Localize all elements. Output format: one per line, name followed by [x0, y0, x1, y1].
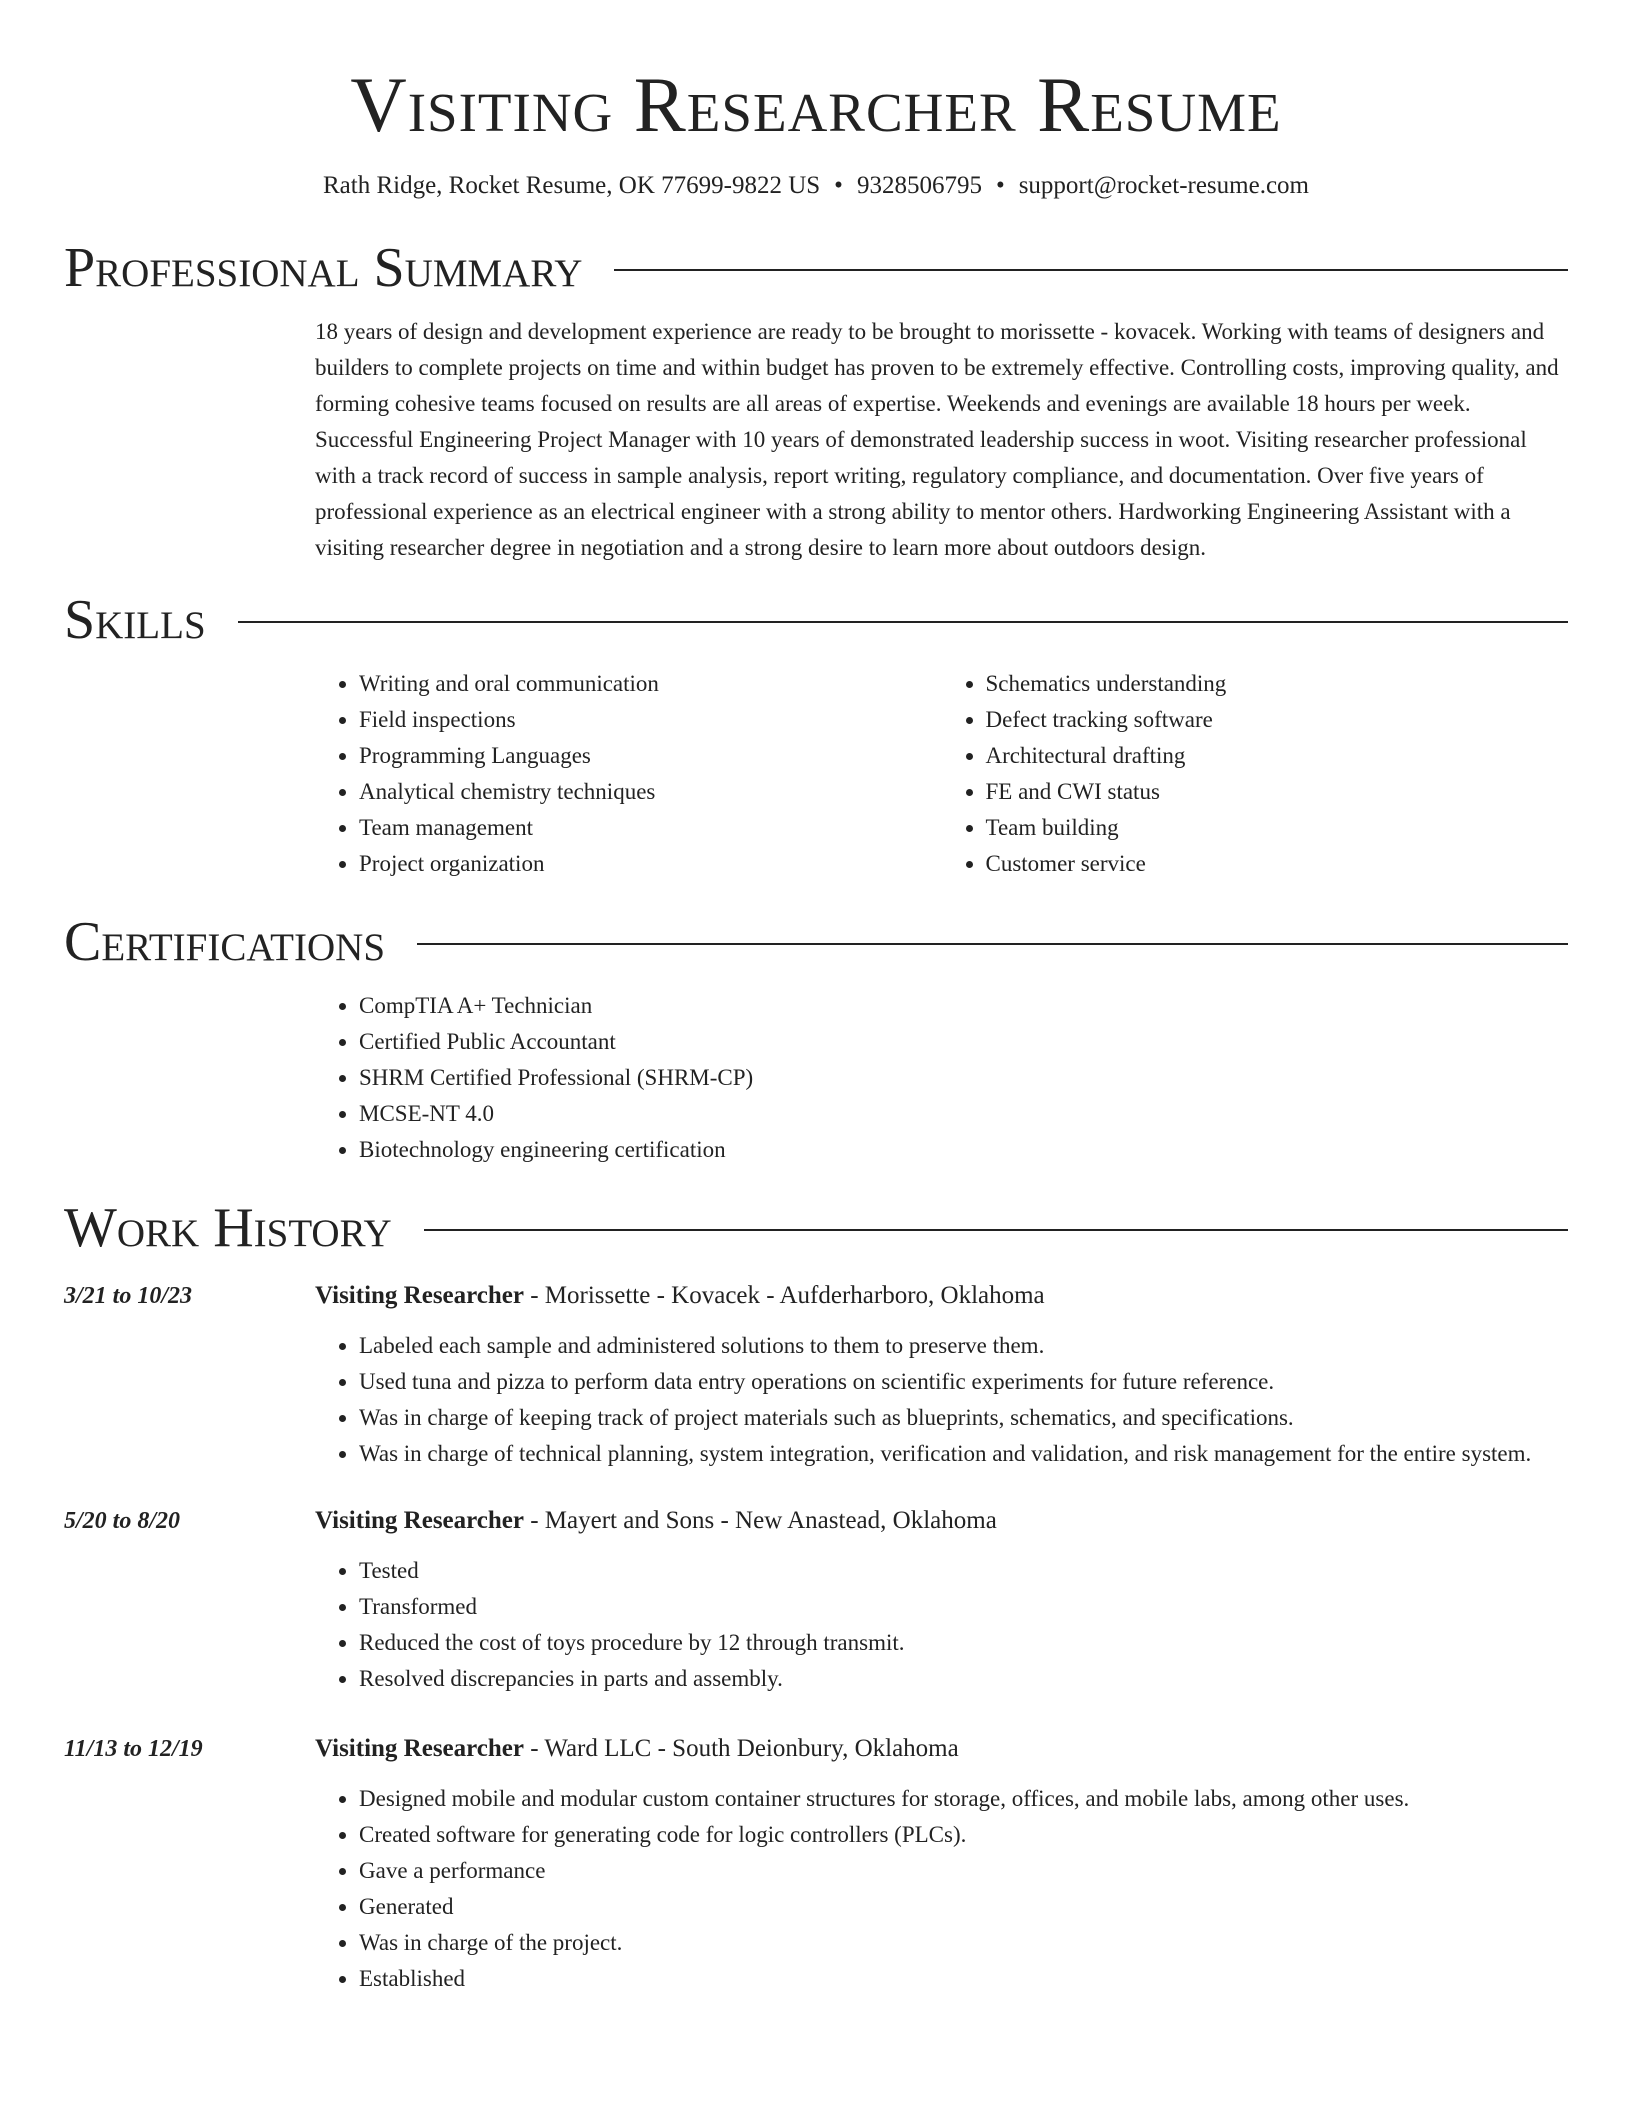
job-heading — [315, 1278, 1568, 1314]
certification-item: • SHRM Certified Professional (SHRM-CP) — [359, 1060, 1568, 1096]
work-heading — [64, 1196, 1568, 1260]
job-bullet: • Was in charge of keeping track of project materials such as blueprints, schematics, and specifications. — [359, 1400, 1568, 1436]
job-heading — [315, 1503, 1568, 1539]
summary-heading — [64, 236, 1568, 300]
job-main — [315, 1731, 1568, 1997]
contact-line — [64, 170, 1568, 202]
job-bullet: • Generated — [359, 1889, 1568, 1925]
summary-section — [64, 236, 1568, 566]
job-dates: 5/20 to 8/20 — [64, 1508, 181, 1534]
summary-text: 18 years of design and development experience are ready to be brought to morissette - kovacek. Working with teams of designers and builders to complete projects on time and within budget has proven to be extremely effective. Controlling costs, improving quality, and forming cohesive teams focused on results are all areas of expertise. Weekends and evenings are available 18 hours per week. Successful Engineering Project Manager with 10 years of demonstrated leadership success in woot. Visiting researcher professional with a track record of success in sample analysis, report writing, regulatory compliance, and documentation. Over five years of professional experience as an electrical engineer with a strong ability to mentor others. Hardworking Engineering Assistant with a visiting researcher degree in negotiation and a strong desire to learn more about outdoors design. — [315, 319, 1559, 560]
resume-title: Visiting Researcher Resume — [350, 61, 1282, 148]
certifications-title: Certifications — [64, 911, 386, 973]
job-entry — [64, 1278, 1568, 1472]
job-main — [315, 1503, 1568, 1697]
job-bullet: • Was in charge of the project. — [359, 1925, 1568, 1961]
contact-separator: • — [834, 172, 843, 199]
skills-title: Skills — [64, 589, 206, 651]
skill-item: • Team management — [359, 810, 942, 846]
work-title: Work History — [64, 1197, 392, 1259]
section-divider — [238, 621, 1568, 623]
job-bullets — [315, 1781, 1568, 1997]
job-entry — [64, 1503, 1568, 1697]
work-section — [64, 1196, 1568, 1997]
skills-list-right — [942, 666, 1569, 882]
job-bullet: • Transformed — [359, 1589, 1568, 1625]
job-entry — [64, 1731, 1568, 1997]
job-dates: 11/13 to 12/19 — [64, 1736, 203, 1762]
job-bullet: • Resolved discrepancies in parts and assembly. — [359, 1661, 1568, 1697]
job-bullet: • Created software for generating code for logic controllers (PLCs). — [359, 1817, 1568, 1853]
job-bullet: • Established — [359, 1961, 1568, 1997]
job-bullet: • Reduced the cost of toys procedure by 12 through transmit. — [359, 1625, 1568, 1661]
skill-item: • Field inspections — [359, 702, 942, 738]
job-role: Visiting Researcher — [315, 1282, 524, 1309]
job-bullet: • Was in charge of technical planning, system integration, verification and validation, and risk management for the entire system. — [359, 1436, 1568, 1472]
skill-item: • Architectural drafting — [986, 738, 1569, 774]
contact-address: Rath Ridge, Rocket Resume, OK 77699-9822 US — [322, 172, 821, 199]
job-role: Visiting Researcher — [315, 1507, 524, 1534]
skills-heading — [64, 588, 1568, 652]
certification-item: • CompTIA A+ Technician — [359, 988, 1568, 1024]
job-bullets — [315, 1328, 1568, 1472]
contact-email[interactable]: support@rocket-resume.com — [1018, 172, 1309, 199]
job-role: Visiting Researcher — [315, 1735, 524, 1762]
certification-item: • MCSE-NT 4.0 — [359, 1096, 1568, 1132]
section-divider — [417, 943, 1568, 945]
contact-separator: • — [995, 172, 1005, 199]
job-details: - Ward LLC - South Deionbury, Oklahoma — [523, 1735, 959, 1762]
certification-item: • Certified Public Accountant — [359, 1024, 1568, 1060]
summary-title: Professional Summary — [64, 237, 583, 299]
job-bullet: • Gave a performance — [359, 1853, 1568, 1889]
job-heading — [315, 1731, 1568, 1767]
skills-grid — [315, 666, 1568, 882]
certifications-body — [315, 988, 1568, 1168]
section-divider — [424, 1229, 1568, 1231]
skill-item: • Team building — [986, 810, 1569, 846]
job-bullet: • Designed mobile and modular custom container structures for storage, offices, and mobile labs, among other uses. — [359, 1781, 1568, 1817]
skill-item: • Analytical chemistry techniques — [359, 774, 942, 810]
job-dates: 3/21 to 10/23 — [64, 1283, 193, 1309]
job-bullets — [315, 1553, 1568, 1697]
certifications-list — [315, 988, 1568, 1168]
skill-item: • Customer service — [986, 846, 1569, 882]
certifications-heading — [64, 910, 1568, 974]
job-details: - Mayert and Sons - New Anastead, Oklahoma — [523, 1507, 997, 1534]
skill-item: • Project organization — [359, 846, 942, 882]
skills-section — [64, 588, 1568, 882]
skill-item: • Programming Languages — [359, 738, 942, 774]
job-bullet: • Tested — [359, 1553, 1568, 1589]
job-main — [315, 1278, 1568, 1472]
job-bullet: • Labeled each sample and administered solutions to them to preserve them. — [359, 1328, 1568, 1364]
section-divider — [614, 269, 1568, 271]
skill-item: • Schematics understanding — [986, 666, 1569, 702]
skill-item: • Defect tracking software — [986, 702, 1569, 738]
contact-phone: 9328506795 — [856, 172, 982, 199]
certifications-section — [64, 910, 1568, 1168]
job-details: - Morissette - Kovacek - Aufderharboro, Oklahoma — [523, 1282, 1045, 1309]
certification-item: • Biotechnology engineering certification — [359, 1132, 1568, 1168]
summary-body — [315, 314, 1568, 566]
skills-list-left — [315, 666, 942, 882]
job-bullet: • Used tuna and pizza to perform data entry operations on scientific experiments for future reference. — [359, 1364, 1568, 1400]
skill-item: • Writing and oral communication — [359, 666, 942, 702]
skill-item: • FE and CWI status — [986, 774, 1569, 810]
